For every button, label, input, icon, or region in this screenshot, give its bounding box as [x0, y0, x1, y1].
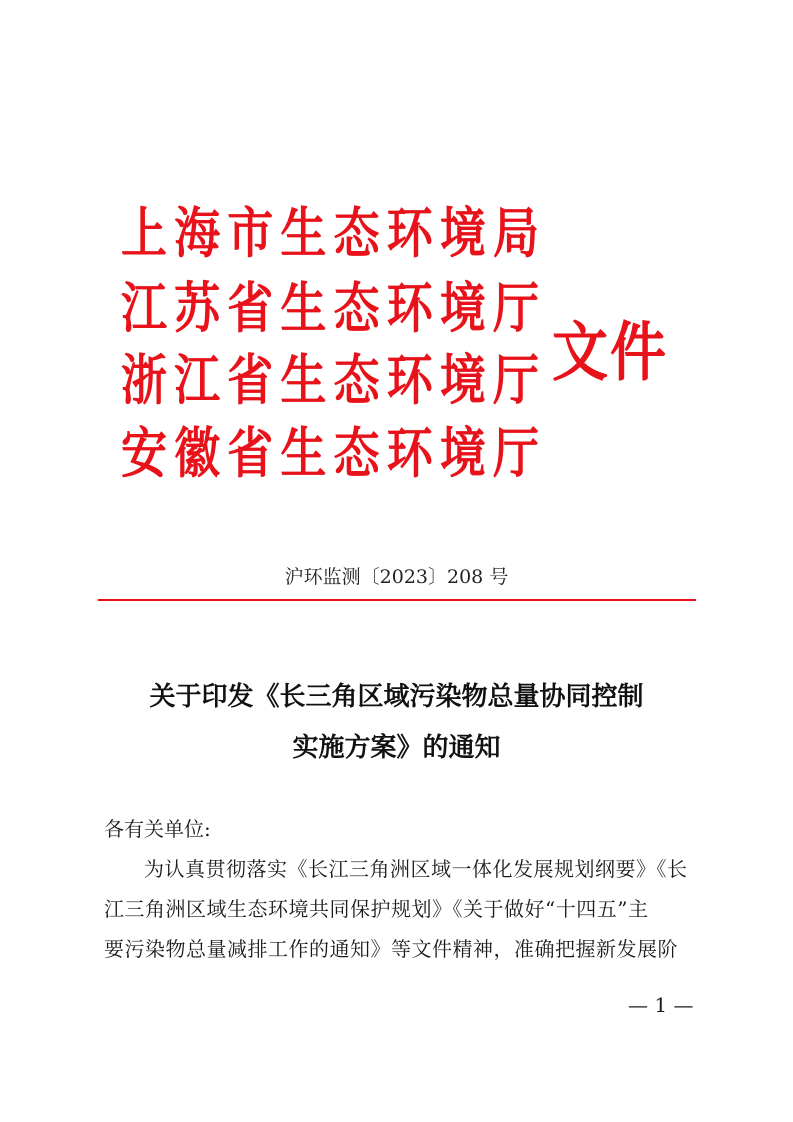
page-number: — 1 — — [628, 993, 694, 1017]
org-char: 厅 — [492, 421, 539, 485]
document-header — [118, 196, 678, 496]
org-char: 省 — [227, 421, 274, 485]
org-char: 厅 — [492, 276, 539, 340]
org-char: 态 — [333, 201, 380, 265]
org-char: 生 — [280, 348, 327, 412]
org-char: 生 — [280, 201, 327, 265]
document-title-line-1: 关于印发《长三角区域污染物总量协同控制 — [149, 682, 644, 712]
org-char: 境 — [439, 201, 486, 265]
org-char: 态 — [333, 348, 380, 412]
document-number: 沪环监测〔2023〕208 号 — [284, 566, 509, 588]
org-char: 环 — [386, 348, 433, 412]
org-char: 态 — [333, 421, 380, 485]
org-char: 江 — [174, 348, 221, 412]
document-suffix: 文件 — [552, 316, 668, 391]
org-char: 生 — [280, 276, 327, 340]
org-char: 徽 — [174, 421, 221, 485]
org-char: 境 — [439, 421, 486, 485]
org-line-jiangsu — [118, 275, 542, 341]
salutation: 各有关单位: — [104, 817, 211, 841]
org-char: 苏 — [174, 276, 221, 340]
body-line: 为认真贯彻落实《长江三角洲区域一体化发展规划纲要》《长 — [144, 857, 688, 881]
org-char: 浙 — [121, 348, 167, 412]
org-char: 上 — [121, 201, 167, 265]
org-char: 境 — [439, 276, 486, 340]
org-char: 安 — [121, 421, 167, 485]
org-line-zhejiang — [118, 347, 542, 413]
red-divider — [98, 599, 696, 601]
org-char: 环 — [386, 276, 433, 340]
org-line-anhui — [118, 420, 542, 486]
org-line-shanghai — [118, 200, 542, 266]
org-char: 省 — [227, 348, 274, 412]
org-char: 厅 — [492, 348, 539, 412]
org-char: 局 — [492, 201, 539, 265]
org-char: 省 — [227, 276, 274, 340]
body-line: 江三角洲区域生态环境共同保护规划》《关于做好“十四五”主 — [104, 897, 649, 921]
org-char: 环 — [386, 201, 433, 265]
org-char: 江 — [121, 276, 167, 340]
document-title-line-2: 实施方案》的通知 — [292, 733, 501, 763]
org-char: 生 — [280, 421, 327, 485]
org-char: 态 — [333, 276, 380, 340]
org-char: 境 — [439, 348, 486, 412]
org-char: 海 — [174, 201, 221, 265]
body-line: 要污染物总量减排工作的通知》等文件精神，准确把握新发展阶 — [104, 937, 678, 961]
org-char: 环 — [386, 421, 433, 485]
org-char: 市 — [227, 201, 274, 265]
